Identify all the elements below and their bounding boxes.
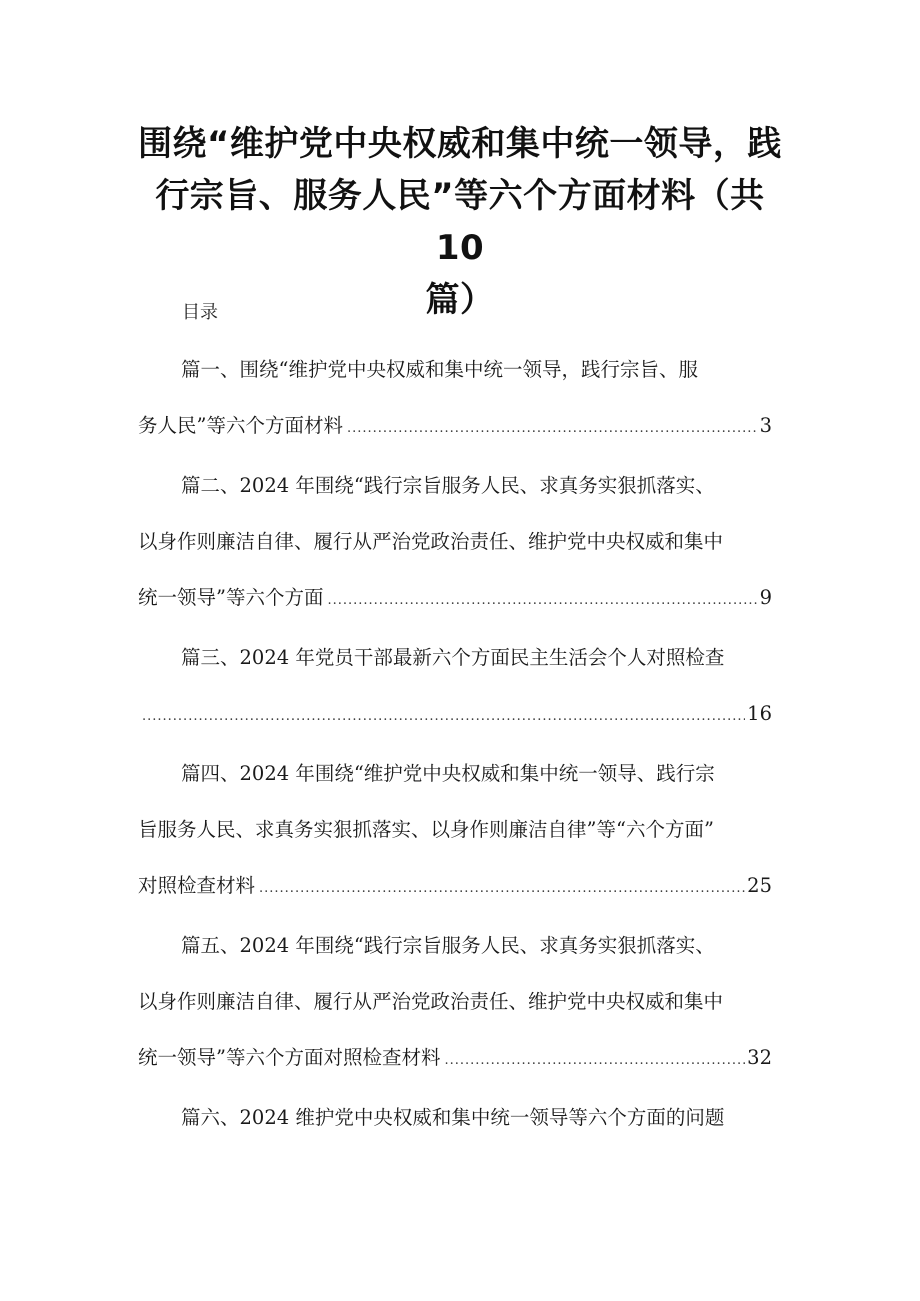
dot-leader <box>259 861 745 917</box>
toc-page-number: 9 <box>759 586 772 609</box>
toc-entry-4[interactable] <box>138 746 772 914</box>
toc-entry-text: 篇五、2024 年围绕“践行宗旨服务人民、求真务实狠抓落实、 <box>181 934 715 957</box>
toc-entry-text: 篇一、围绕“维护党中央权威和集中统一领导，践行宗旨、服 <box>181 358 698 381</box>
toc-entry-text: 对照检查材料 <box>138 874 256 897</box>
toc-entry-lastline <box>138 686 772 742</box>
toc-entry-2[interactable] <box>138 458 772 626</box>
toc-page-number: 16 <box>747 702 772 725</box>
dot-leader <box>347 401 758 457</box>
toc-page-number: 32 <box>747 1046 772 1069</box>
toc-entry-6[interactable] <box>138 1090 772 1146</box>
toc-entry-lastline <box>138 570 772 626</box>
toc-entry-text: 以身作则廉洁自律、履行从严治党政治责任、维护党中央权威和集中 <box>138 990 724 1013</box>
toc-entry-text: 以身作则廉洁自律、履行从严治党政治责任、维护党中央权威和集中 <box>138 530 724 553</box>
title-line: 行宗旨、服务人民”等六个方面材料（共 10 <box>155 176 765 268</box>
toc-entry-text: 篇六、2024 维护党中央权威和集中统一领导等六个方面的问题 <box>181 1106 725 1129</box>
toc-entry-1[interactable] <box>138 342 772 454</box>
toc-entry-text: 务人民”等六个方面材料 <box>138 414 343 437</box>
toc-entry-text: 篇四、2024 年围绕“维护党中央权威和集中统一领导、践行宗 <box>181 762 715 785</box>
title-line: 篇） <box>425 280 495 320</box>
toc-entry-lastline <box>138 1030 772 1086</box>
toc-entry-text: 篇三、2024 年党员干部最新六个方面民主生活会个人对照检查 <box>181 646 725 669</box>
dot-leader <box>444 1033 745 1089</box>
dot-leader <box>327 573 757 629</box>
toc-entry-5[interactable] <box>138 918 772 1086</box>
toc-entry-text: 统一领导”等六个方面 <box>138 586 324 609</box>
toc-entry-3[interactable] <box>138 630 772 742</box>
toc-entry-text: 旨服务人民、求真务实狠抓落实、以身作则廉洁自律”等“六个方面” <box>138 818 714 841</box>
title-line: 围绕“维护党中央权威和集中统一领导，践 <box>138 124 782 164</box>
toc-entry-text: 统一领导”等六个方面对照检查材料 <box>138 1046 441 1069</box>
toc-page-number: 25 <box>747 874 772 897</box>
toc-entry-lastline <box>138 398 772 454</box>
toc-heading: 目录 <box>182 302 218 323</box>
table-of-contents <box>138 342 772 1172</box>
toc-entry-text: 篇二、2024 年围绕“践行宗旨服务人民、求真务实狠抓落实、 <box>181 474 715 497</box>
document-title <box>130 118 790 326</box>
toc-entry-lastline <box>138 858 772 914</box>
dot-leader <box>142 689 745 745</box>
toc-page-number: 3 <box>759 414 772 437</box>
